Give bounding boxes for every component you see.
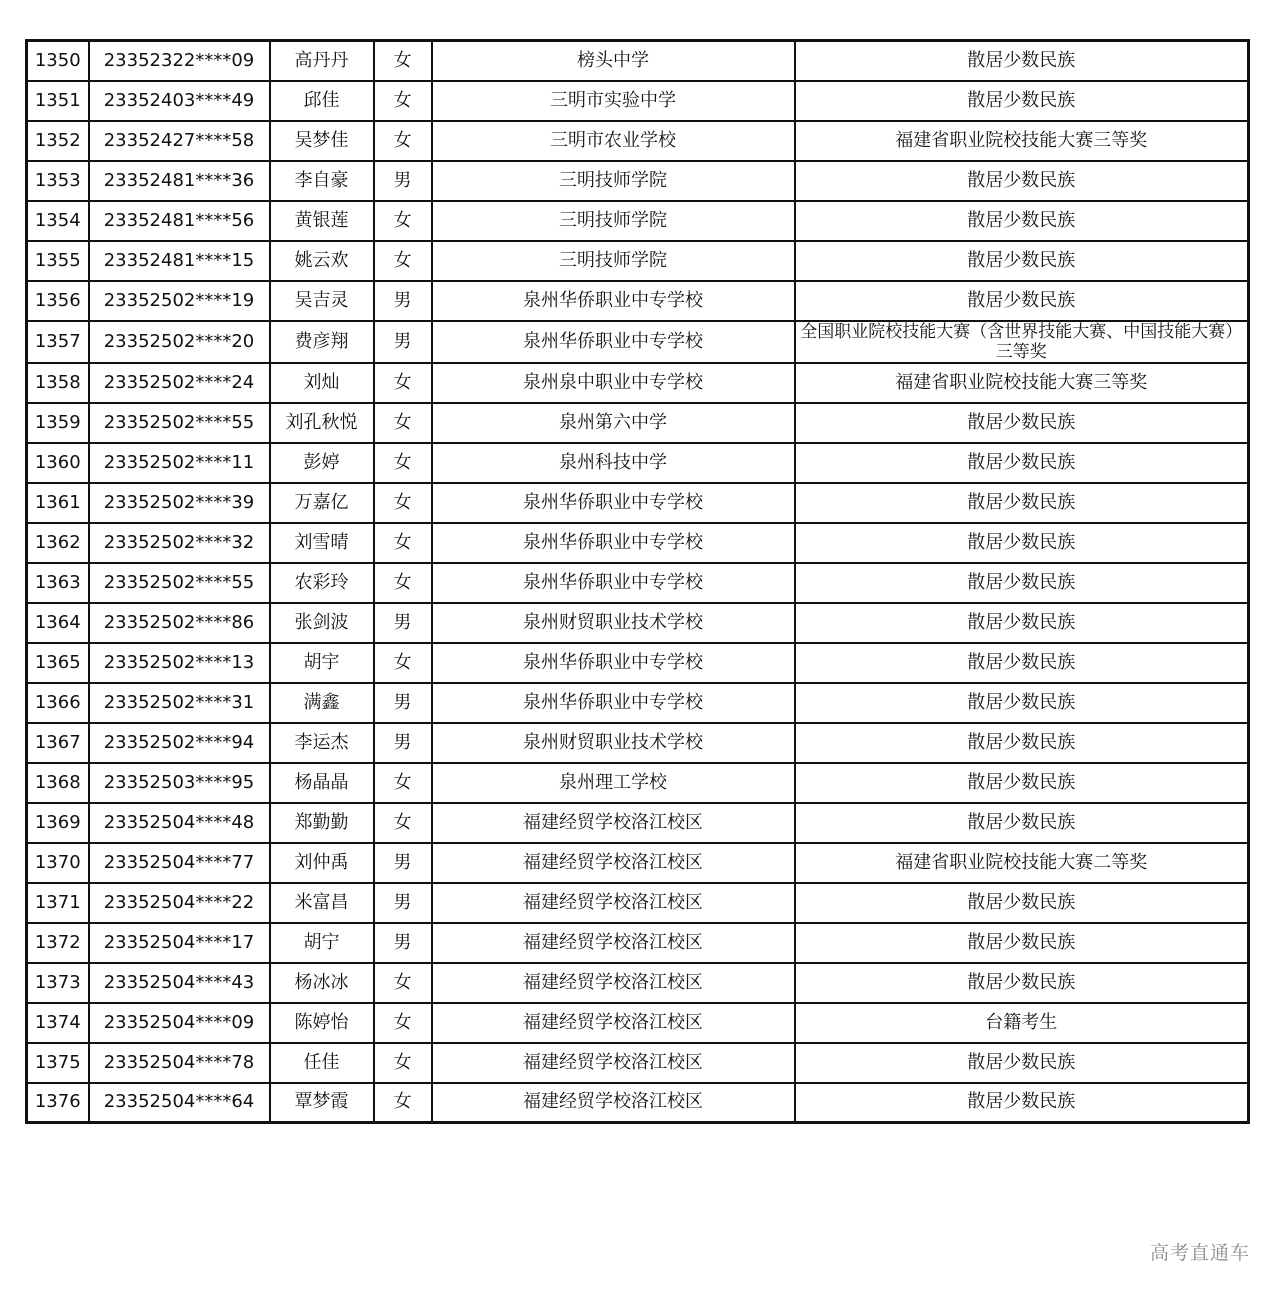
exam-id-cell: 23352481****56 bbox=[89, 201, 270, 241]
gender-cell: 男 bbox=[374, 883, 432, 923]
exam-id-cell: 23352504****09 bbox=[89, 1003, 270, 1043]
table-row bbox=[27, 923, 1249, 963]
school-cell: 三明市实验中学 bbox=[432, 81, 795, 121]
exam-id-cell: 23352502****86 bbox=[89, 603, 270, 643]
exam-id-cell: 23352502****39 bbox=[89, 483, 270, 523]
student-name-cell: 彭婷 bbox=[270, 443, 374, 483]
exam-id-cell: 23352504****43 bbox=[89, 963, 270, 1003]
gender-cell: 女 bbox=[374, 763, 432, 803]
exam-id-cell: 23352504****48 bbox=[89, 803, 270, 843]
remark-cell: 散居少数民族 bbox=[795, 483, 1249, 523]
remark-cell: 散居少数民族 bbox=[795, 403, 1249, 443]
student-name-cell: 高丹丹 bbox=[270, 41, 374, 81]
student-name-cell: 杨晶晶 bbox=[270, 763, 374, 803]
serial-number-cell: 1360 bbox=[27, 443, 89, 483]
exam-id-cell: 23352504****77 bbox=[89, 843, 270, 883]
serial-number-cell: 1359 bbox=[27, 403, 89, 443]
serial-number-cell: 1371 bbox=[27, 883, 89, 923]
exam-id-cell: 23352502****55 bbox=[89, 563, 270, 603]
serial-number-cell: 1350 bbox=[27, 41, 89, 81]
serial-number-cell: 1358 bbox=[27, 363, 89, 403]
school-cell: 福建经贸学校洛江校区 bbox=[432, 923, 795, 963]
table-row bbox=[27, 81, 1249, 121]
serial-number-cell: 1362 bbox=[27, 523, 89, 563]
gender-cell: 女 bbox=[374, 201, 432, 241]
table-row bbox=[27, 643, 1249, 683]
exam-id-cell: 23352502****11 bbox=[89, 443, 270, 483]
exam-id-cell: 23352502****94 bbox=[89, 723, 270, 763]
exam-id-cell: 23352504****78 bbox=[89, 1043, 270, 1083]
gender-cell: 女 bbox=[374, 643, 432, 683]
table-row bbox=[27, 563, 1249, 603]
student-name-cell: 刘灿 bbox=[270, 363, 374, 403]
serial-number-cell: 1361 bbox=[27, 483, 89, 523]
serial-number-cell: 1353 bbox=[27, 161, 89, 201]
gender-cell: 女 bbox=[374, 483, 432, 523]
serial-number-cell: 1366 bbox=[27, 683, 89, 723]
exam-id-cell: 23352502****13 bbox=[89, 643, 270, 683]
exam-id-cell: 23352481****15 bbox=[89, 241, 270, 281]
gender-cell: 男 bbox=[374, 603, 432, 643]
table-row bbox=[27, 1083, 1249, 1123]
student-name-cell: 李自豪 bbox=[270, 161, 374, 201]
remark-cell: 散居少数民族 bbox=[795, 923, 1249, 963]
remark-cell: 散居少数民族 bbox=[795, 643, 1249, 683]
serial-number-cell: 1354 bbox=[27, 201, 89, 241]
student-name-cell: 胡宇 bbox=[270, 643, 374, 683]
student-name-cell: 刘仲禹 bbox=[270, 843, 374, 883]
serial-number-cell: 1356 bbox=[27, 281, 89, 321]
table-row bbox=[27, 523, 1249, 563]
student-name-cell: 费彦翔 bbox=[270, 321, 374, 363]
remark-cell: 散居少数民族 bbox=[795, 41, 1249, 81]
student-name-cell: 李运杰 bbox=[270, 723, 374, 763]
table-row bbox=[27, 843, 1249, 883]
table-row bbox=[27, 763, 1249, 803]
school-cell: 三明技师学院 bbox=[432, 201, 795, 241]
exam-id-cell: 23352504****64 bbox=[89, 1083, 270, 1123]
gender-cell: 女 bbox=[374, 1083, 432, 1123]
student-name-cell: 满鑫 bbox=[270, 683, 374, 723]
school-cell: 泉州泉中职业中专学校 bbox=[432, 363, 795, 403]
serial-number-cell: 1355 bbox=[27, 241, 89, 281]
table-row bbox=[27, 241, 1249, 281]
exam-id-cell: 23352504****17 bbox=[89, 923, 270, 963]
exam-id-cell: 23352502****55 bbox=[89, 403, 270, 443]
table-row bbox=[27, 121, 1249, 161]
school-cell: 三明技师学院 bbox=[432, 161, 795, 201]
watermark-text: 高考直通车 bbox=[1149, 1242, 1250, 1264]
exam-id-cell: 23352481****36 bbox=[89, 161, 270, 201]
remark-cell: 散居少数民族 bbox=[795, 563, 1249, 603]
school-cell: 三明市农业学校 bbox=[432, 121, 795, 161]
school-cell: 福建经贸学校洛江校区 bbox=[432, 843, 795, 883]
serial-number-cell: 1367 bbox=[27, 723, 89, 763]
exam-id-cell: 23352403****49 bbox=[89, 81, 270, 121]
table-row bbox=[27, 201, 1249, 241]
table-row bbox=[27, 723, 1249, 763]
exam-id-cell: 23352504****22 bbox=[89, 883, 270, 923]
gender-cell: 女 bbox=[374, 803, 432, 843]
school-cell: 泉州第六中学 bbox=[432, 403, 795, 443]
student-name-cell: 刘孔秋悦 bbox=[270, 403, 374, 443]
gender-cell: 男 bbox=[374, 683, 432, 723]
student-name-cell: 吴吉灵 bbox=[270, 281, 374, 321]
remark-cell: 散居少数民族 bbox=[795, 241, 1249, 281]
gender-cell: 女 bbox=[374, 41, 432, 81]
school-cell: 福建经贸学校洛江校区 bbox=[432, 803, 795, 843]
school-cell: 福建经贸学校洛江校区 bbox=[432, 1083, 795, 1123]
gender-cell: 女 bbox=[374, 563, 432, 603]
school-cell: 泉州华侨职业中专学校 bbox=[432, 281, 795, 321]
gender-cell: 男 bbox=[374, 281, 432, 321]
table-row bbox=[27, 41, 1249, 81]
roster-sheet bbox=[25, 39, 1247, 1124]
gender-cell: 女 bbox=[374, 1043, 432, 1083]
school-cell: 榜头中学 bbox=[432, 41, 795, 81]
serial-number-cell: 1368 bbox=[27, 763, 89, 803]
table-row bbox=[27, 603, 1249, 643]
table-row bbox=[27, 683, 1249, 723]
serial-number-cell: 1351 bbox=[27, 81, 89, 121]
school-cell: 泉州华侨职业中专学校 bbox=[432, 523, 795, 563]
student-name-cell: 任佳 bbox=[270, 1043, 374, 1083]
exam-id-cell: 23352502****24 bbox=[89, 363, 270, 403]
remark-cell: 散居少数民族 bbox=[795, 803, 1249, 843]
gender-cell: 男 bbox=[374, 923, 432, 963]
student-name-cell: 农彩玲 bbox=[270, 563, 374, 603]
gender-cell: 女 bbox=[374, 363, 432, 403]
school-cell: 泉州华侨职业中专学校 bbox=[432, 321, 795, 363]
school-cell: 福建经贸学校洛江校区 bbox=[432, 1043, 795, 1083]
remark-cell: 散居少数民族 bbox=[795, 883, 1249, 923]
gender-cell: 女 bbox=[374, 443, 432, 483]
exam-id-cell: 23352502****32 bbox=[89, 523, 270, 563]
table-row bbox=[27, 883, 1249, 923]
exam-id-cell: 23352322****09 bbox=[89, 41, 270, 81]
serial-number-cell: 1357 bbox=[27, 321, 89, 363]
remark-cell: 散居少数民族 bbox=[795, 763, 1249, 803]
student-name-cell: 陈婷怡 bbox=[270, 1003, 374, 1043]
table-row bbox=[27, 321, 1249, 363]
table-row bbox=[27, 161, 1249, 201]
serial-number-cell: 1375 bbox=[27, 1043, 89, 1083]
school-cell: 泉州财贸职业技术学校 bbox=[432, 603, 795, 643]
serial-number-cell: 1352 bbox=[27, 121, 89, 161]
remark-cell: 福建省职业院校技能大赛二等奖 bbox=[795, 843, 1249, 883]
student-name-cell: 刘雪晴 bbox=[270, 523, 374, 563]
roster-body bbox=[27, 41, 1249, 1123]
exam-id-cell: 23352502****19 bbox=[89, 281, 270, 321]
roster-table bbox=[25, 39, 1250, 1124]
student-name-cell: 姚云欢 bbox=[270, 241, 374, 281]
school-cell: 泉州华侨职业中专学校 bbox=[432, 483, 795, 523]
remark-cell: 福建省职业院校技能大赛三等奖 bbox=[795, 121, 1249, 161]
remark-cell: 散居少数民族 bbox=[795, 963, 1249, 1003]
remark-cell: 散居少数民族 bbox=[795, 683, 1249, 723]
gender-cell: 女 bbox=[374, 523, 432, 563]
school-cell: 泉州华侨职业中专学校 bbox=[432, 643, 795, 683]
serial-number-cell: 1374 bbox=[27, 1003, 89, 1043]
school-cell: 泉州财贸职业技术学校 bbox=[432, 723, 795, 763]
remark-cell: 散居少数民族 bbox=[795, 201, 1249, 241]
school-cell: 泉州理工学校 bbox=[432, 763, 795, 803]
remark-cell: 台籍考生 bbox=[795, 1003, 1249, 1043]
table-row bbox=[27, 1043, 1249, 1083]
exam-id-cell: 23352427****58 bbox=[89, 121, 270, 161]
gender-cell: 女 bbox=[374, 121, 432, 161]
serial-number-cell: 1363 bbox=[27, 563, 89, 603]
student-name-cell: 覃梦霞 bbox=[270, 1083, 374, 1123]
student-name-cell: 郑勤勤 bbox=[270, 803, 374, 843]
student-name-cell: 胡宁 bbox=[270, 923, 374, 963]
table-row bbox=[27, 443, 1249, 483]
school-cell: 泉州华侨职业中专学校 bbox=[432, 683, 795, 723]
table-row bbox=[27, 403, 1249, 443]
remark-cell: 散居少数民族 bbox=[795, 1083, 1249, 1123]
school-cell: 福建经贸学校洛江校区 bbox=[432, 883, 795, 923]
exam-id-cell: 23352502****20 bbox=[89, 321, 270, 363]
serial-number-cell: 1376 bbox=[27, 1083, 89, 1123]
serial-number-cell: 1373 bbox=[27, 963, 89, 1003]
serial-number-cell: 1370 bbox=[27, 843, 89, 883]
table-row bbox=[27, 483, 1249, 523]
student-name-cell: 米富昌 bbox=[270, 883, 374, 923]
gender-cell: 女 bbox=[374, 1003, 432, 1043]
school-cell: 泉州华侨职业中专学校 bbox=[432, 563, 795, 603]
student-name-cell: 吴梦佳 bbox=[270, 121, 374, 161]
school-cell: 福建经贸学校洛江校区 bbox=[432, 963, 795, 1003]
table-row bbox=[27, 363, 1249, 403]
table-row bbox=[27, 803, 1249, 843]
gender-cell: 男 bbox=[374, 321, 432, 363]
school-cell: 泉州科技中学 bbox=[432, 443, 795, 483]
table-row bbox=[27, 1003, 1249, 1043]
table-row bbox=[27, 963, 1249, 1003]
remark-cell: 散居少数民族 bbox=[795, 281, 1249, 321]
exam-id-cell: 23352503****95 bbox=[89, 763, 270, 803]
serial-number-cell: 1369 bbox=[27, 803, 89, 843]
gender-cell: 女 bbox=[374, 81, 432, 121]
gender-cell: 女 bbox=[374, 963, 432, 1003]
remark-cell: 全国职业院校技能大赛（含世界技能大赛、中国技能大赛）三等奖 bbox=[795, 321, 1249, 363]
remark-cell: 散居少数民族 bbox=[795, 523, 1249, 563]
remark-cell: 散居少数民族 bbox=[795, 723, 1249, 763]
remark-cell: 福建省职业院校技能大赛三等奖 bbox=[795, 363, 1249, 403]
student-name-cell: 邱佳 bbox=[270, 81, 374, 121]
gender-cell: 男 bbox=[374, 161, 432, 201]
student-name-cell: 张剑波 bbox=[270, 603, 374, 643]
gender-cell: 女 bbox=[374, 403, 432, 443]
exam-id-cell: 23352502****31 bbox=[89, 683, 270, 723]
remark-cell: 散居少数民族 bbox=[795, 1043, 1249, 1083]
remark-cell: 散居少数民族 bbox=[795, 161, 1249, 201]
student-name-cell: 杨冰冰 bbox=[270, 963, 374, 1003]
student-name-cell: 黄银莲 bbox=[270, 201, 374, 241]
remark-cell: 散居少数民族 bbox=[795, 81, 1249, 121]
serial-number-cell: 1365 bbox=[27, 643, 89, 683]
gender-cell: 男 bbox=[374, 723, 432, 763]
gender-cell: 女 bbox=[374, 241, 432, 281]
serial-number-cell: 1364 bbox=[27, 603, 89, 643]
school-cell: 福建经贸学校洛江校区 bbox=[432, 1003, 795, 1043]
student-name-cell: 万嘉亿 bbox=[270, 483, 374, 523]
gender-cell: 男 bbox=[374, 843, 432, 883]
table-row bbox=[27, 281, 1249, 321]
serial-number-cell: 1372 bbox=[27, 923, 89, 963]
remark-cell: 散居少数民族 bbox=[795, 603, 1249, 643]
remark-cell: 散居少数民族 bbox=[795, 443, 1249, 483]
school-cell: 三明技师学院 bbox=[432, 241, 795, 281]
